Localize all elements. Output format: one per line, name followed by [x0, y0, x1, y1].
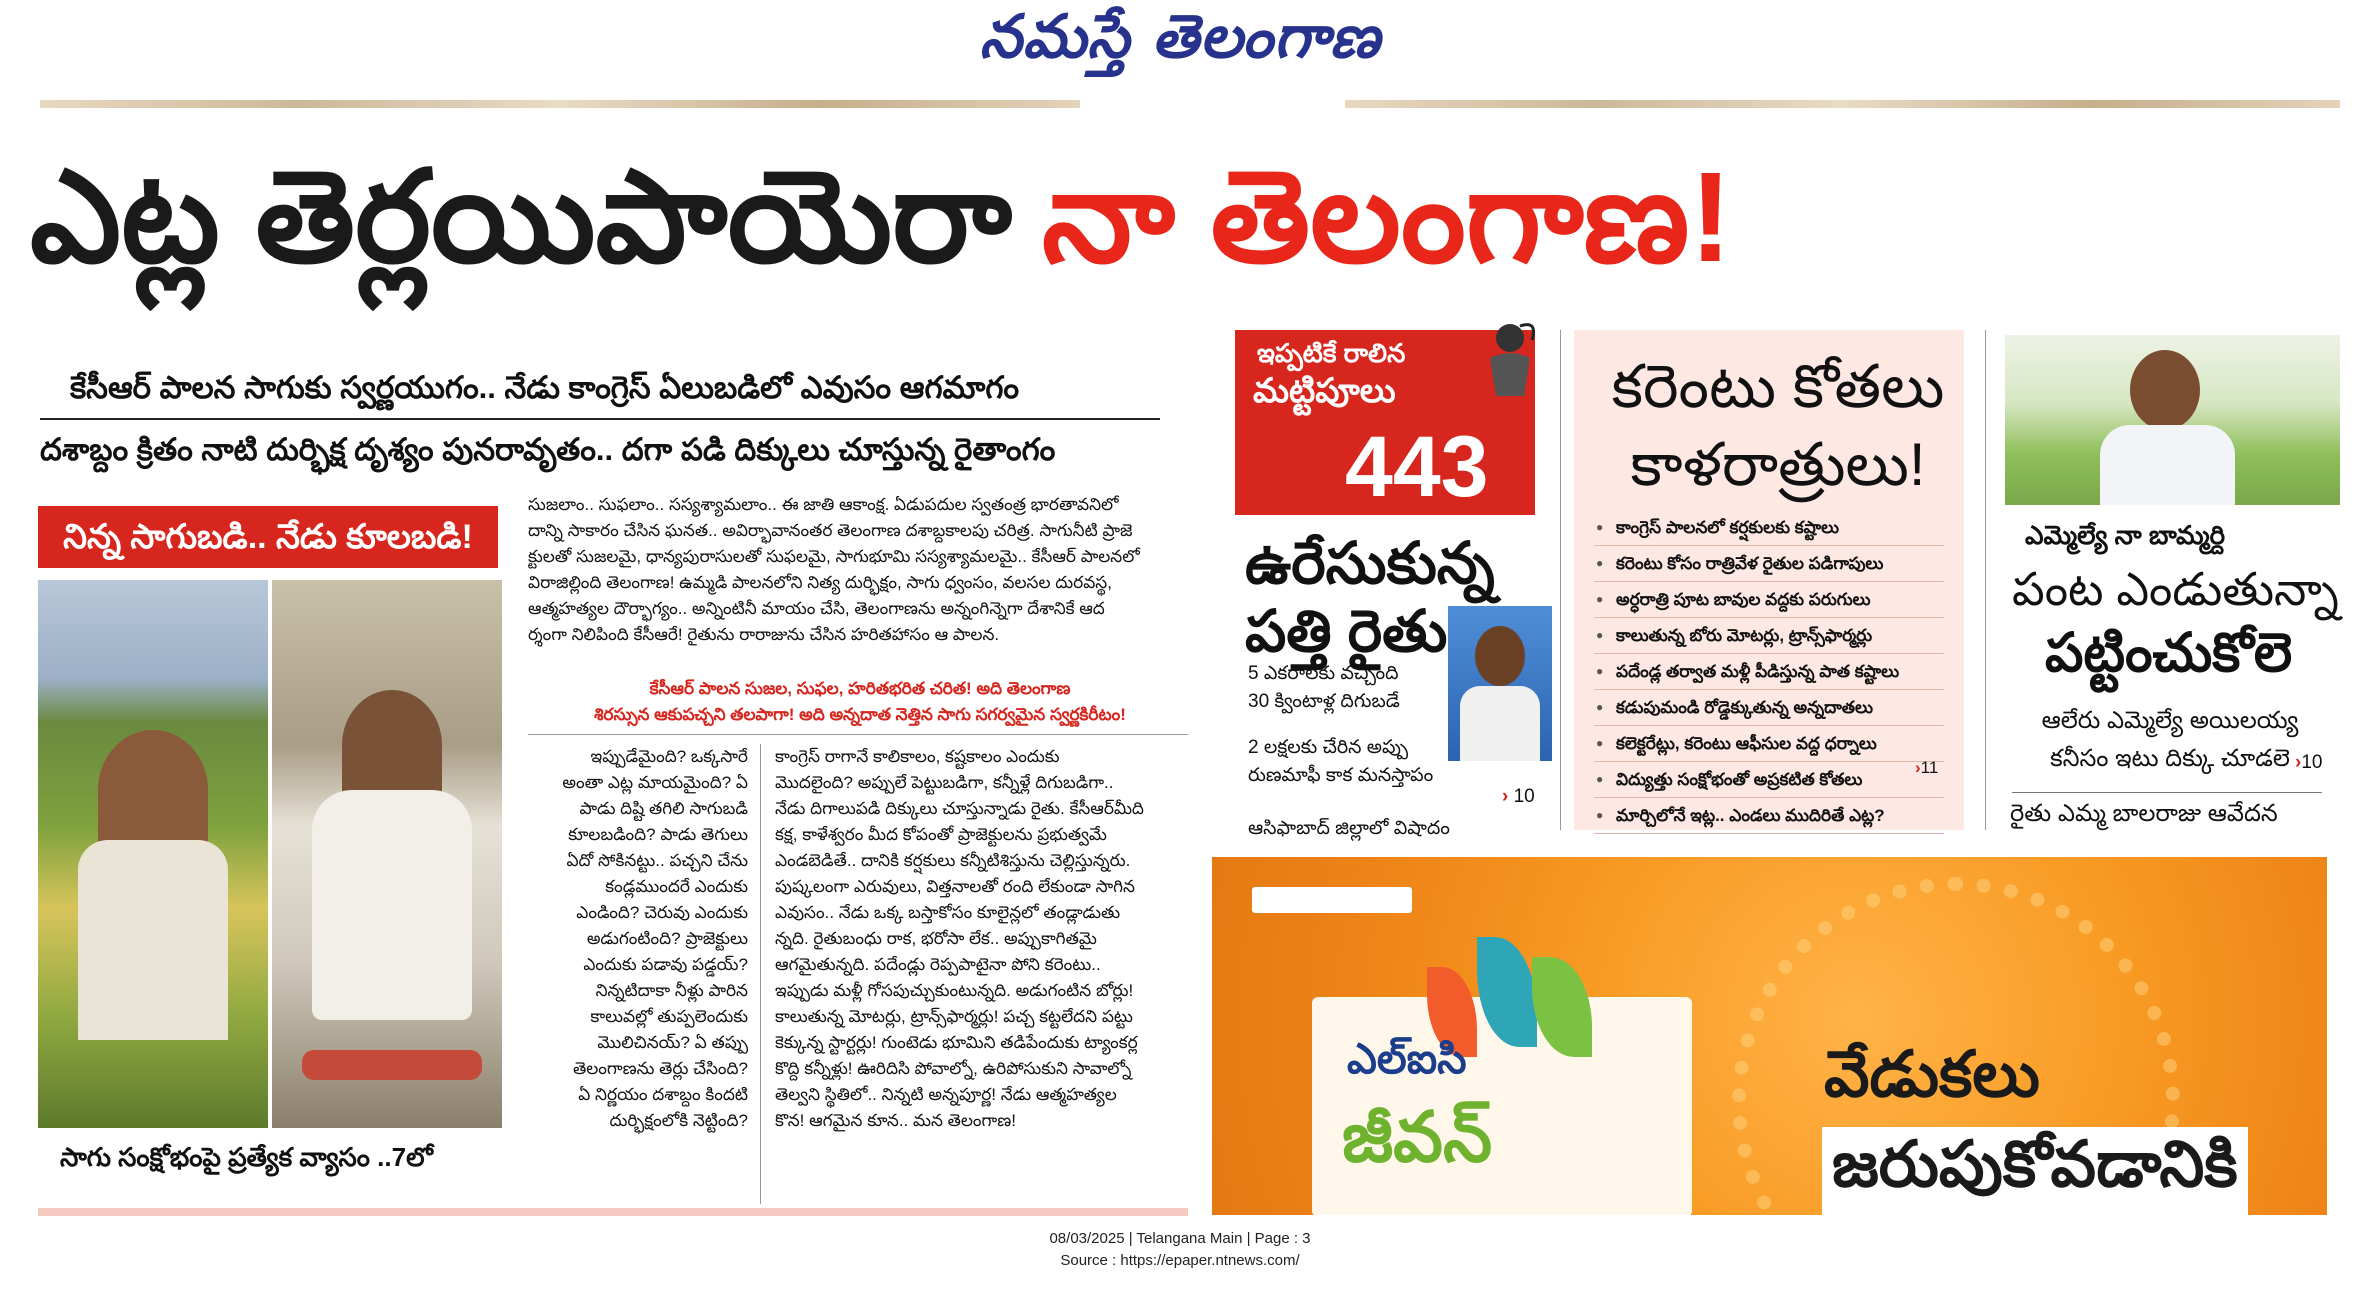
column-line: మొదలైంది? అప్పులే పెట్టుబడిగా, కన్నీళ్లే దిగుబడిగా..: [775, 773, 1114, 792]
bullet-item: ● కలెక్టరేట్లు, కరెంటు ఆఫీసుల వద్ద ధర్నాలు: [1594, 726, 1944, 762]
story-intro: [528, 492, 1188, 648]
body-line: కనీసం ఇటు దిక్కు చూడలె: [2050, 745, 2290, 772]
pull-quote: [540, 676, 1180, 728]
power-page-ref: ›11: [1915, 758, 1939, 777]
cotton-ref-number: 10: [1513, 786, 1535, 807]
farmer-body: [312, 790, 472, 1020]
column-line: ఏదో సోకినట్టు.. పచ్చని చేను: [566, 851, 748, 870]
mla-kicker: ఎమ్మెల్యే నా బామ్మర్ది: [2025, 520, 2226, 550]
ad-product: జీవన్: [1342, 1098, 1493, 1176]
mla-footer: రైతు ఎమ్మ బాలరాజు ఆవేదన: [2010, 800, 2278, 827]
column-line: కాంగ్రెస్ రాగానే కాలికాలం, కష్టకాలం ఎందుకు: [775, 747, 1060, 766]
mla-headline-2: పట్టించుకోలె: [2045, 623, 2293, 683]
column-line: కక్ష, కాళేశ్వరం మీద కోపంతో ప్రాజెక్టులను ప్రభుత్వమే: [775, 825, 1107, 844]
subhead-1: కేసీఆర్ పాలన సాగుకు స్వర్ణయుగం.. నేడు కాంగ్రెస్ ఏలుబడిలో ఎవుసం ఆగమాగం: [70, 370, 1020, 405]
column-line: ఆగమైతున్నది. పదేండ్లు రెప్పపాటైనా పోని కరెంటు..: [775, 955, 1101, 974]
story-column-1: [528, 744, 748, 1134]
cotton-page-ref: › 10: [1502, 786, 1535, 807]
column-line: కాలువల్లో తుప్పలెందుకు: [590, 1007, 748, 1026]
ad-tagline-1: వేడుకలు: [1824, 1038, 2040, 1110]
main-headline: [30, 118, 2330, 318]
farmer-portrait: [1448, 606, 1552, 761]
lic-logo-icon: [1252, 887, 1412, 913]
badge-number: 443: [1345, 419, 1489, 515]
decorative-strip-right: [1345, 100, 2340, 108]
bottom-band: [38, 1208, 1188, 1216]
cotton-headline-2: పత్తి రైతు: [1245, 599, 1448, 664]
farmer-shirt: [2100, 425, 2235, 505]
column-line: ఏ నిర్ణయం దశాబ్దం కిందటి: [578, 1085, 748, 1104]
mla-headline-1: పంట ఎండుతున్నా: [2012, 563, 2339, 615]
mla-body: [2010, 702, 2330, 778]
column-line: పాడు దిష్టి తగిలి సాగుబడి: [579, 799, 748, 818]
sandals: [302, 1050, 482, 1080]
mla-divider: [2012, 792, 2322, 793]
column-line: కాలుతున్న మోటర్లు, ట్రాన్స్‌ఫార్మర్లు! పచ్చ కట్టలేదని పట్టు: [775, 1007, 1133, 1026]
farmer-photo-distressed: [272, 580, 502, 1128]
farmer-face: [98, 730, 208, 850]
intro-line: ర్శంగా నిలిపింది కేసీఆరే! రైతును రారాజును చేసిన హరితహాసం ఆ పాలన.: [528, 625, 1000, 644]
column-line: కెక్కున్న స్టార్టర్లు! గుంటెడు భూమిని తడిపేందుకు ట్యాంకర్ల: [775, 1033, 1138, 1052]
quote-divider: [528, 734, 1188, 735]
intro-line: సుజలాం.. సుఫలాం.. సస్యశ్యామలాం.. ఈ జాతి ఆకాంక్ష. ఏడుపదుల స్వతంత్ర భారతావనిలో: [528, 495, 1119, 514]
decorative-strip-left: [40, 100, 1080, 108]
quote-line: కేసీఆర్ పాలన సుజల, సుఫల, హరితభరిత చరిత! అది తెలంగాణ: [649, 679, 1071, 698]
power-ref-number: 11: [1920, 758, 1939, 777]
badge-line-1: ఇప్పటికే రాలిన: [1257, 338, 1406, 368]
column-line: అంతా ఎట్ల మాయమైంది? ఏ: [562, 773, 748, 792]
body-line: 2 లక్షలకు చేరిన అప్పు: [1248, 737, 1409, 758]
body-line: 30 క్వింటాళ్ల దిగుబడే: [1248, 691, 1400, 712]
column-line: తెలంగాణను తెర్లు చేసింది?: [573, 1059, 748, 1078]
power-bullet-list: [1594, 510, 1944, 834]
mla-page-ref: ›10: [2295, 752, 2323, 773]
power-headline-1: కరెంటు కోతలు: [1611, 353, 1945, 420]
column-line: మొలిచినయ్? ఏ తప్పు: [597, 1033, 748, 1052]
column-line: కూలబడింది? పాడు తెగులు: [568, 825, 748, 844]
body-line: 5 ఎకరాలకు వచ్చింది: [1248, 663, 1399, 684]
column-line: ఇప్పుడు మళ్లీ గోసపుచ్చుకుంటున్నది. అడుగంటిన బోర్లు!: [775, 981, 1134, 1000]
bullet-item: ● మార్చిలోనే ఇట్ల.. ఎండలు ముదిరితే ఎట్ల?: [1594, 798, 1944, 834]
portrait-shirt: [1460, 686, 1540, 761]
mla-ref-number: 10: [2301, 752, 2323, 773]
intro-line: విరాజిల్లింది తెలంగాణ! ఉమ్మడి పాలనలోని నిత్య దుర్భిక్షం, సాగు ధ్వంసం, వలసల దురవస్థ,: [528, 573, 1112, 592]
ad-tagline-2: జరుపుకోవడానికి: [1822, 1127, 2248, 1215]
column-line: కండ్లముందరే ఎందుకు: [605, 877, 748, 896]
bullet-item: ● విద్యుత్తు సంక్షోభంతో అప్రకటిత కోతలు: [1594, 762, 1944, 798]
intro-line: క్టులతో సుజలమై, ధాన్యపురాసులతో సుఫలమై, సాగుభూమి సస్యశ్యామలమై.. కేసీఆర్ పాలనలో: [528, 547, 1140, 566]
column-line: దుర్భిక్షంలోకి నెట్టింది?: [609, 1111, 748, 1130]
column-line: ఎండబెడితే.. దానికి కర్షకులు కన్నీటిశిస్తును చెల్లిస్తున్నరు.: [775, 851, 1131, 870]
farmer-shirt: [78, 840, 228, 1040]
masthead: [0, 0, 2360, 95]
headline-part1: ఎట్ల తెర్లయిపాయెరా: [30, 146, 1012, 289]
bullet-item: ● అర్ధరాత్రి పూట బావుల వద్దకు పరుగులు: [1594, 582, 1944, 618]
bullet-item: ● కడుపుమండి రోడ్డెక్కుతున్న అన్నదాతలు: [1594, 690, 1944, 726]
farmer-head: [342, 690, 442, 800]
ad-brand: ఎల్ఐసి: [1347, 1035, 1467, 1082]
column-line: నిన్నటిదాకా నీళ్లు పారిన: [595, 981, 748, 1000]
column-divider: [760, 744, 761, 1204]
column-line: న్నది. రైతుబంధు రాక, భరోసా లేక.. అప్పుకాగితమై: [775, 929, 1097, 948]
story-column-2: [775, 744, 1185, 1134]
cotton-body: [1248, 660, 1448, 790]
footer-source: Source : https://epaper.ntnews.com/: [1060, 1252, 1300, 1269]
column-line: కొన! ఆగమైన కూన.. మన తెలంగాణ!: [775, 1111, 1016, 1130]
bullet-item: ● కాంగ్రెస్ పాలనలో కర్షకులకు కష్టాలు: [1594, 510, 1944, 546]
body-line: ఆలేరు ఎమ్మెల్యే అయిలయ్య: [2041, 707, 2299, 734]
intro-line: ఆత్మహత్యల దౌర్భాగ్యం.. అన్నింటినీ మాయం చేసి, తెలంగాణను అన్నంగిన్నెగా దేశానికే ఆద: [528, 599, 1105, 618]
cotton-footer: ఆసిఫాబాద్ జిల్లాలో విషాదం: [1248, 818, 1450, 839]
column-divider: [1560, 330, 1561, 830]
column-divider: [1985, 330, 1986, 830]
farmer-face: [2130, 350, 2200, 430]
column-line: ఎందుకు పడావు పడ్డయ్?: [583, 955, 748, 974]
column-line: అడుగంటింది? ప్రాజెక్టులు: [586, 929, 748, 948]
column-line: తెల్వని స్థితిలో.. నిన్నటి అన్నపూర్ణ! నేడు ఆత్మహత్యల: [775, 1085, 1117, 1104]
newspaper-title: నమస్తే తెలంగాణ: [979, 2, 1381, 72]
grief-emblem-icon: [1480, 318, 1540, 398]
farmer-photo-field: [2005, 335, 2340, 505]
badge-line-2: మట్టిపూలు: [1253, 372, 1396, 410]
intro-line: దాన్ని సాకారం చేసిన ఘనత.. అవిర్భావానంతర తెలంగాణ దశాబ్దకాలపు చరిత్ర. సాగునీటి ప్రాజె: [528, 521, 1133, 540]
farmer-photo-smiling: [38, 580, 268, 1128]
column-line: ఎవుసం.. నేడు ఒక్క బస్తాకోసం కూలైన్లలో తండ్లాడుతు: [775, 903, 1121, 922]
lic-advertisement: [1212, 857, 2327, 1215]
photo-caption: సాగు సంక్షోభంపై ప్రత్యేక వ్యాసం ..7లో: [60, 1142, 433, 1172]
cotton-headline-1: ఉరేసుకున్న: [1245, 531, 1495, 596]
bullet-item: ● పదేండ్ల తర్వాత మళ్లీ పీడిస్తున్న పాత కష్టాలు: [1594, 654, 1944, 690]
power-headline-2: కాళరాత్రులు!: [1630, 431, 1926, 498]
column-line: కొద్ది కన్నీళ్లు! ఊరిదిసి పోవాల్నో, ఉరిపోసుకుని సావాల్నో: [775, 1059, 1132, 1078]
power-cuts-box: [1574, 330, 1964, 830]
portrait-face: [1475, 626, 1525, 686]
headline-part2: నా తెలంగాణ!: [1042, 146, 1733, 289]
column-line: ఎండింది? చెరువు ఎందుకు: [576, 903, 748, 922]
bullet-item: ● కరెంటు కోసం రాత్రివేళ రైతుల పడిగాపులు: [1594, 546, 1944, 582]
story-banner: నిన్న సాగుబడి.. నేడు కూలబడి!: [38, 506, 498, 568]
column-line: నేడు దిగాలుపడి దిక్కులు చూస్తున్నాడు రైతు. కేసీఆర్‌మీది: [775, 799, 1144, 818]
subhead-divider: [40, 418, 1160, 420]
subhead-2: దశాబ్దం క్రితం నాటి దుర్భిక్ష దృశ్యం పునరావృతం.. దగా పడి దిక్కులు చూస్తున్న రైతాంగం: [40, 432, 1056, 467]
column-line: ఇప్పుడేమైంది? ఒక్కసారే: [590, 747, 748, 766]
body-line: రుణమాఫీ కాక మనస్తాపం: [1248, 765, 1434, 786]
footer-meta: 08/03/2025 | Telangana Main | Page : 3: [1049, 1230, 1311, 1247]
bullet-item: ● కాలుతున్న బోరు మోటర్లు, ట్రాన్స్‌ఫార్మర్లు: [1594, 618, 1944, 654]
quote-line: శిరస్సున ఆకుపచ్చని తలపాగా! అది అన్నదాత నెత్తిన సాగు సగర్వమైన స్వర్ణకిరీటం!: [594, 705, 1126, 724]
column-line: పుష్కలంగా ఎరువులు, విత్తనాలతో రంది లేకుండా సాగిన: [775, 877, 1135, 896]
